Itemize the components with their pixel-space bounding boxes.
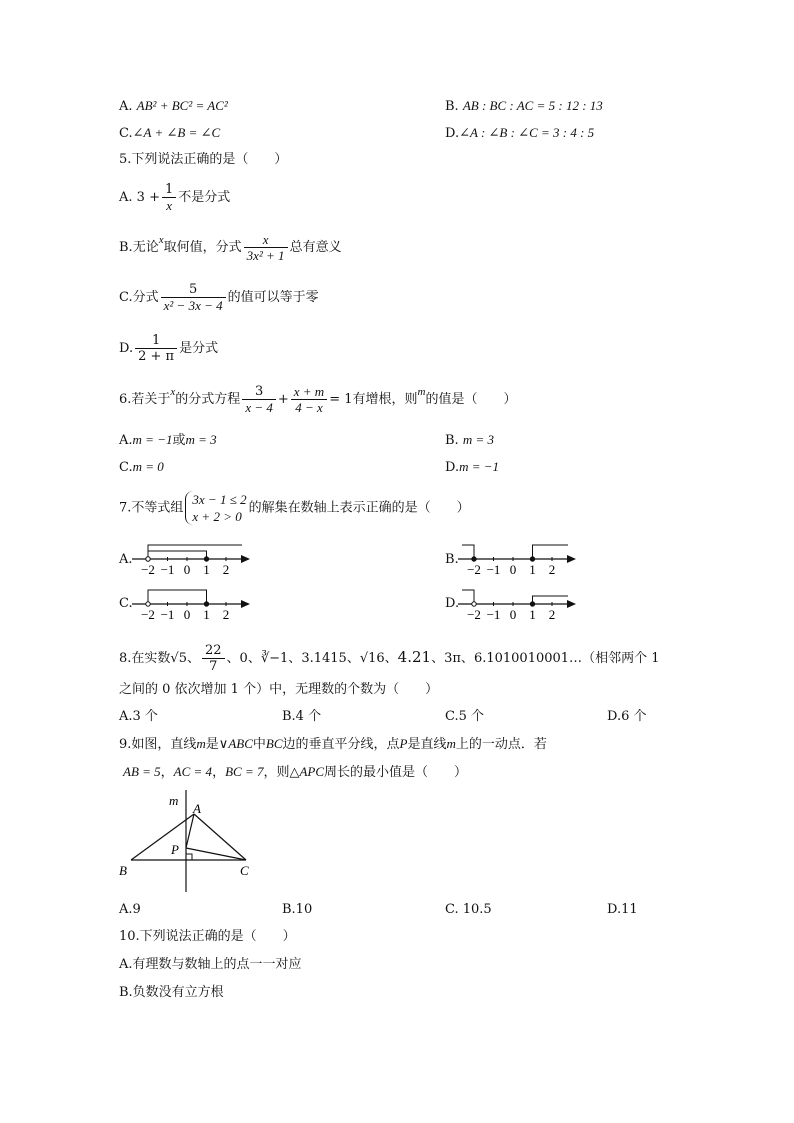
denominator: x² − 3x − 4 <box>163 298 223 313</box>
q6-stem <box>119 384 516 415</box>
numerator: 1 <box>162 182 176 198</box>
option-label: C. <box>119 126 133 141</box>
solution-ray <box>533 596 569 604</box>
variable: BC <box>265 736 283 751</box>
segment-ac <box>194 814 246 860</box>
denominator: 3x² + 1 <box>246 248 285 263</box>
equation-rhs: = 1 <box>329 392 353 407</box>
q8-line2: 之间的 0 依次增加 1 个）中，无理数的个数为（ ） <box>119 682 439 697</box>
number-item: 3.1415 <box>301 651 347 666</box>
numerator: 3 <box>242 384 276 400</box>
option-label: C. <box>119 460 133 475</box>
separator: 、 <box>346 651 360 666</box>
tick-label: −1 <box>160 562 175 577</box>
q9-option-d: D.11 <box>607 902 638 917</box>
stem-text: 边的垂直平分线，点 <box>282 737 400 752</box>
fraction <box>135 333 177 364</box>
variable: m <box>446 736 456 751</box>
option-label: D. <box>445 126 460 141</box>
separator: ， <box>160 765 174 780</box>
inequality-1: 3x − 1 ≤ 2 <box>192 492 247 507</box>
operator: + <box>277 392 289 407</box>
stem-text: （相邻两个 1 <box>582 651 660 666</box>
expr-part: 不是分式 <box>178 190 231 205</box>
q6-option-d <box>445 459 499 476</box>
option-label: B. <box>445 433 459 448</box>
expr-part: 总有意义 <box>289 240 342 255</box>
closed-dot <box>204 602 208 606</box>
closed-dot <box>472 557 476 561</box>
variable: x <box>170 386 176 398</box>
axis-arrow <box>567 600 576 608</box>
option-text: 或 <box>172 433 186 448</box>
q5-option-c <box>119 282 319 313</box>
tick-label: 1 <box>203 607 210 622</box>
separator: 、 <box>384 651 398 666</box>
expr-part: 的值可以等于零 <box>227 290 319 305</box>
separator: 、 <box>226 651 240 666</box>
option-label: A. <box>119 433 133 448</box>
right-angle-mark <box>186 854 192 860</box>
number-item: 3π <box>444 651 461 666</box>
stem-text: 周长的最小值是（ ） <box>324 765 468 780</box>
separator: 、 <box>460 651 474 666</box>
q9-line1 <box>119 736 547 753</box>
stem-text: 的值是（ ） <box>425 392 517 407</box>
fraction <box>202 643 225 674</box>
q4-option-a <box>119 98 228 115</box>
number-line-b <box>456 537 580 577</box>
numerator: 1 <box>135 333 177 349</box>
q10-stem: 10.下列说法正确的是（ ） <box>119 929 296 944</box>
label-p: P <box>171 842 179 857</box>
solution-segment <box>148 590 207 604</box>
q9-figure <box>112 788 272 892</box>
option-label: A. <box>119 190 133 205</box>
label-c: C <box>240 863 249 878</box>
q4-option-d <box>445 125 594 142</box>
option-expr: AB : BC : AC = 5 : 12 : 13 <box>462 98 603 113</box>
q4-option-b <box>445 98 603 115</box>
tick-label: 2 <box>548 607 556 622</box>
variable: x <box>158 234 164 246</box>
axis-arrow <box>241 555 250 563</box>
option-label: A. <box>119 99 133 114</box>
closed-dot <box>530 602 534 606</box>
option-expr: AB² + BC² = AC² <box>136 98 228 113</box>
segment-ab <box>131 814 194 860</box>
q8-option-d: D.6 个 <box>607 709 647 724</box>
solution-segment <box>148 551 207 559</box>
separator: 、 <box>288 651 302 666</box>
numerator: x <box>244 232 288 248</box>
number-item: 6.1010010001… <box>473 651 583 666</box>
tick-label: −2 <box>141 562 155 577</box>
q7-label-c: C. <box>119 596 133 611</box>
q9-option-a: A.9 <box>119 902 141 917</box>
fraction <box>161 282 226 313</box>
given-value: AC = 4 <box>173 764 213 779</box>
label-m: m <box>169 793 179 808</box>
separator: 、 <box>186 651 200 666</box>
stem-text: 是∨ <box>205 737 229 752</box>
solution-ray <box>462 590 474 604</box>
q8-line1 <box>119 643 659 674</box>
given-value: AB = 5 <box>123 764 161 779</box>
stem-text: 8.在实数 <box>119 651 171 666</box>
tick-label: 1 <box>529 607 536 622</box>
stem-text: 上的一动点．若 <box>455 737 547 752</box>
option-expr: m = 3 <box>185 432 217 447</box>
tick-label: 2 <box>222 562 230 577</box>
number-line-c <box>130 582 254 622</box>
option-expr: m = −1 <box>459 459 500 474</box>
option-expr: m = −1 <box>132 432 173 447</box>
tick-label: −1 <box>486 562 501 577</box>
solution-ray <box>533 545 569 559</box>
q6-option-b <box>445 432 494 449</box>
q9-option-b: B.10 <box>282 902 313 917</box>
stem-text: 是直线 <box>407 737 447 752</box>
number-item: √16 <box>359 651 385 666</box>
stem-text: 9.如图，直线 <box>119 737 197 752</box>
q7-label-b: B. <box>445 552 459 567</box>
q5-stem: 5.下列说法正确的是（ ） <box>119 152 288 167</box>
numerator: x + m <box>291 384 327 400</box>
tick-label: 0 <box>183 562 191 577</box>
expr-part: 无论 <box>132 240 159 255</box>
q8-option-c: C.5 个 <box>445 709 485 724</box>
option-label: D. <box>119 341 134 356</box>
open-dot <box>146 557 150 561</box>
solution-ray <box>462 545 474 559</box>
q8-option-b: B.4 个 <box>282 709 322 724</box>
separator: ， <box>212 765 226 780</box>
q5-option-d <box>119 333 218 364</box>
variable: m <box>417 386 426 398</box>
axis-arrow <box>567 555 576 563</box>
option-label: B. <box>445 99 459 114</box>
tick-label: −1 <box>486 607 501 622</box>
q9-line2 <box>123 764 467 781</box>
stem-text: ，则△ <box>263 765 300 780</box>
tick-label: 0 <box>183 607 191 622</box>
tick-label: −2 <box>467 562 481 577</box>
number-item: ∛−1 <box>260 651 289 666</box>
stem-text: 6.若关于 <box>119 392 171 407</box>
expr-part: 3 + <box>136 190 160 205</box>
stem-text: 7.不等式组 <box>119 500 184 516</box>
inequality-system <box>185 491 246 525</box>
denominator: x − 4 <box>245 400 273 415</box>
variable: APC <box>299 764 325 779</box>
q5-option-b <box>119 232 342 263</box>
segment-pc <box>186 848 246 860</box>
fraction <box>291 384 327 415</box>
open-dot <box>472 602 476 606</box>
fraction <box>242 384 276 415</box>
label-b: B <box>119 863 127 878</box>
stem-text: 有增根，则 <box>352 392 418 407</box>
denominator: 4 − x <box>295 400 323 415</box>
closed-dot <box>204 557 208 561</box>
variable: P <box>399 736 408 751</box>
axis-arrow <box>241 600 250 608</box>
given-value: BC = 7 <box>225 764 264 779</box>
q7-stem <box>119 491 470 525</box>
q5-option-a <box>119 182 230 213</box>
closed-dot <box>530 557 534 561</box>
variable: ABC <box>228 736 253 751</box>
option-label: D. <box>445 460 460 475</box>
number-line-a <box>130 537 254 577</box>
option-expr: ∠A + ∠B = ∠C <box>132 125 221 140</box>
q10-option-b: B.负数没有立方根 <box>119 985 224 1000</box>
q4-option-c <box>119 125 220 142</box>
tick-label: 2 <box>222 607 230 622</box>
label-a: A <box>193 801 201 816</box>
q6-option-a <box>119 432 217 449</box>
numerator: 5 <box>161 282 226 298</box>
open-dot <box>146 602 150 606</box>
option-expr: m = 3 <box>462 432 494 447</box>
number-line-d <box>456 582 580 622</box>
option-label: C. <box>119 290 133 305</box>
tick-label: 1 <box>203 562 210 577</box>
q7-label-d: D. <box>445 596 460 611</box>
numerator: 22 <box>202 643 225 659</box>
tick-label: 1 <box>529 562 536 577</box>
q8-option-a: A.3 个 <box>119 709 158 724</box>
fraction <box>162 182 176 213</box>
inequality-2: x + 2 > 0 <box>192 509 242 524</box>
option-expr: m = 0 <box>132 459 164 474</box>
q10-option-a: A.有理数与数轴上的点一一对应 <box>119 957 302 972</box>
tick-label: −2 <box>141 607 155 622</box>
stem-text: 的解集在数轴上表示正确的是（ ） <box>248 500 470 516</box>
number-item: 0 <box>239 651 248 666</box>
denominator: x <box>166 198 172 213</box>
tick-label: −1 <box>160 607 175 622</box>
separator: 、 <box>247 651 261 666</box>
repeating-decimal: 4.21 <box>397 648 432 666</box>
number-item: √5 <box>170 651 187 666</box>
separator: 、 <box>431 651 445 666</box>
tick-label: 2 <box>548 562 556 577</box>
fraction <box>244 232 288 263</box>
variable: m <box>196 736 206 751</box>
option-expr: ∠A : ∠B : ∠C = 3 : 4 : 5 <box>459 125 595 140</box>
q9-option-c: C. 10.5 <box>445 902 492 917</box>
expr-part: 分式 <box>132 290 159 305</box>
expr-part: 是分式 <box>179 341 219 356</box>
solution-ray <box>148 545 242 559</box>
denominator: 2 + π <box>138 349 175 364</box>
stem-text: 中 <box>252 737 266 752</box>
tick-label: 0 <box>509 607 517 622</box>
q7-label-a: A. <box>119 552 133 567</box>
denominator: 7 <box>209 659 218 674</box>
tick-label: −2 <box>467 607 481 622</box>
option-label: B. <box>119 240 133 255</box>
expr-part: 取何值，分式 <box>163 240 242 255</box>
stem-text: 的分式方程 <box>175 392 241 407</box>
tick-label: 0 <box>509 562 517 577</box>
q6-option-c <box>119 459 164 476</box>
